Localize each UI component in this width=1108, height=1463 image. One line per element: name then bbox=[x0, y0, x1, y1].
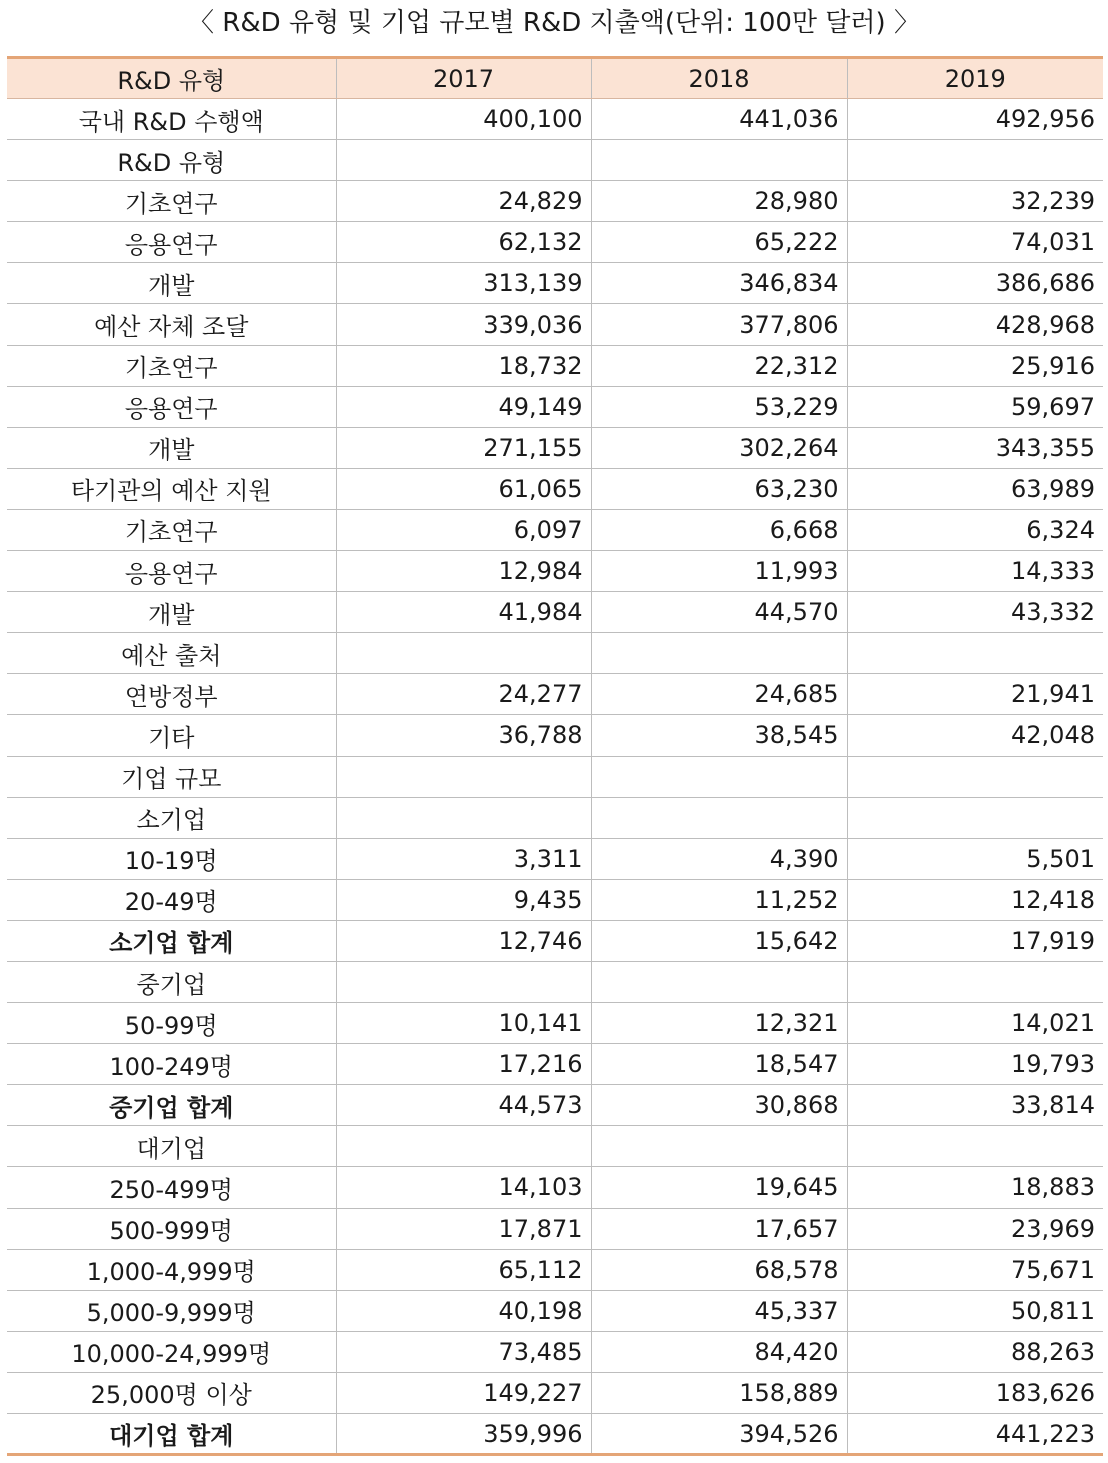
value-2019: 25,916 bbox=[847, 345, 1103, 386]
table-row bbox=[7, 1290, 1103, 1331]
table-row bbox=[7, 1372, 1103, 1413]
value-2019: 19,793 bbox=[847, 1044, 1103, 1085]
table-row bbox=[7, 1167, 1103, 1208]
table-row bbox=[7, 1208, 1103, 1249]
value-2019: 42,048 bbox=[847, 715, 1103, 756]
value-2019: 5,501 bbox=[847, 838, 1103, 879]
value-2017: 12,746 bbox=[336, 920, 591, 961]
table-row bbox=[7, 509, 1103, 550]
value-2019 bbox=[847, 633, 1103, 674]
table-row bbox=[7, 920, 1103, 961]
row-label: 개발 bbox=[7, 263, 336, 304]
value-2018: 441,036 bbox=[591, 99, 847, 140]
row-label: 대기업 합계 bbox=[7, 1414, 336, 1455]
row-label: 응용연구 bbox=[7, 386, 336, 427]
value-2018: 18,547 bbox=[591, 1044, 847, 1085]
table-row bbox=[7, 879, 1103, 920]
value-2019: 63,989 bbox=[847, 468, 1103, 509]
value-2017: 313,139 bbox=[336, 263, 591, 304]
row-label: 기초연구 bbox=[7, 345, 336, 386]
value-2017: 271,155 bbox=[336, 427, 591, 468]
value-2017: 61,065 bbox=[336, 468, 591, 509]
value-2019: 74,031 bbox=[847, 222, 1103, 263]
row-label: 기초연구 bbox=[7, 181, 336, 222]
value-2019: 88,263 bbox=[847, 1331, 1103, 1372]
table-row bbox=[7, 1249, 1103, 1290]
value-2018: 4,390 bbox=[591, 838, 847, 879]
value-2017: 36,788 bbox=[336, 715, 591, 756]
value-2019: 428,968 bbox=[847, 304, 1103, 345]
value-2017: 359,996 bbox=[336, 1414, 591, 1455]
rd-expenditure-table bbox=[7, 56, 1103, 1456]
value-2018: 17,657 bbox=[591, 1208, 847, 1249]
value-2019: 43,332 bbox=[847, 592, 1103, 633]
value-2017: 3,311 bbox=[336, 838, 591, 879]
value-2018: 30,868 bbox=[591, 1085, 847, 1126]
value-2017: 14,103 bbox=[336, 1167, 591, 1208]
row-label: 250-499명 bbox=[7, 1167, 336, 1208]
row-label: 기업 규모 bbox=[7, 756, 336, 797]
value-2017: 24,277 bbox=[336, 674, 591, 715]
value-2019: 12,418 bbox=[847, 879, 1103, 920]
value-2018: 38,545 bbox=[591, 715, 847, 756]
value-2019 bbox=[847, 756, 1103, 797]
value-2019 bbox=[847, 797, 1103, 838]
value-2018: 394,526 bbox=[591, 1414, 847, 1455]
table-row bbox=[7, 961, 1103, 1002]
table-row bbox=[7, 386, 1103, 427]
value-2018: 53,229 bbox=[591, 386, 847, 427]
row-label: 5,000-9,999명 bbox=[7, 1290, 336, 1331]
table-row bbox=[7, 304, 1103, 345]
value-2018: 302,264 bbox=[591, 427, 847, 468]
table-row bbox=[7, 222, 1103, 263]
table-row bbox=[7, 838, 1103, 879]
value-2018: 11,993 bbox=[591, 551, 847, 592]
table-row bbox=[7, 1085, 1103, 1126]
table-row bbox=[7, 99, 1103, 140]
table-body bbox=[7, 99, 1103, 1455]
header-rd-type: R&D 유형 bbox=[7, 58, 336, 99]
value-2017: 400,100 bbox=[336, 99, 591, 140]
value-2018: 158,889 bbox=[591, 1372, 847, 1413]
row-label: 10-19명 bbox=[7, 838, 336, 879]
table-row bbox=[7, 181, 1103, 222]
table-row bbox=[7, 1126, 1103, 1167]
table-row bbox=[7, 633, 1103, 674]
value-2019: 33,814 bbox=[847, 1085, 1103, 1126]
row-label: 10,000-24,999명 bbox=[7, 1331, 336, 1372]
value-2017 bbox=[336, 797, 591, 838]
value-2017: 40,198 bbox=[336, 1290, 591, 1331]
value-2018 bbox=[591, 961, 847, 1002]
row-label: 50-99명 bbox=[7, 1003, 336, 1044]
value-2019: 17,919 bbox=[847, 920, 1103, 961]
value-2019: 343,355 bbox=[847, 427, 1103, 468]
value-2017: 149,227 bbox=[336, 1372, 591, 1413]
row-label: 기초연구 bbox=[7, 509, 336, 550]
value-2018: 22,312 bbox=[591, 345, 847, 386]
row-label: 25,000명 이상 bbox=[7, 1372, 336, 1413]
value-2017: 339,036 bbox=[336, 304, 591, 345]
row-label: 타기관의 예산 지원 bbox=[7, 468, 336, 509]
table-row bbox=[7, 1331, 1103, 1372]
table-row bbox=[7, 1414, 1103, 1455]
row-label: 연방정부 bbox=[7, 674, 336, 715]
value-2019 bbox=[847, 961, 1103, 1002]
table-row bbox=[7, 468, 1103, 509]
value-2017: 10,141 bbox=[336, 1003, 591, 1044]
value-2018: 15,642 bbox=[591, 920, 847, 961]
table-row bbox=[7, 674, 1103, 715]
value-2019: 75,671 bbox=[847, 1249, 1103, 1290]
value-2018: 24,685 bbox=[591, 674, 847, 715]
value-2018: 84,420 bbox=[591, 1331, 847, 1372]
header-2017: 2017 bbox=[336, 58, 591, 99]
value-2017: 6,097 bbox=[336, 509, 591, 550]
table-row bbox=[7, 715, 1103, 756]
header-row bbox=[7, 58, 1103, 99]
value-2017 bbox=[336, 140, 591, 181]
table-row bbox=[7, 797, 1103, 838]
row-label: 예산 출처 bbox=[7, 633, 336, 674]
value-2018: 19,645 bbox=[591, 1167, 847, 1208]
row-label: 예산 자체 조달 bbox=[7, 304, 336, 345]
value-2019: 18,883 bbox=[847, 1167, 1103, 1208]
value-2019: 14,021 bbox=[847, 1003, 1103, 1044]
value-2019: 492,956 bbox=[847, 99, 1103, 140]
table-row bbox=[7, 1003, 1103, 1044]
value-2018: 63,230 bbox=[591, 468, 847, 509]
value-2017 bbox=[336, 1126, 591, 1167]
value-2017: 41,984 bbox=[336, 592, 591, 633]
value-2017 bbox=[336, 633, 591, 674]
value-2019: 386,686 bbox=[847, 263, 1103, 304]
row-label: 개발 bbox=[7, 592, 336, 633]
table-row bbox=[7, 140, 1103, 181]
value-2018: 44,570 bbox=[591, 592, 847, 633]
row-label: 국내 R&D 수행액 bbox=[7, 99, 336, 140]
row-label: 응용연구 bbox=[7, 222, 336, 263]
value-2018 bbox=[591, 633, 847, 674]
table-row bbox=[7, 427, 1103, 468]
value-2019: 59,697 bbox=[847, 386, 1103, 427]
value-2019: 32,239 bbox=[847, 181, 1103, 222]
table-row bbox=[7, 592, 1103, 633]
value-2019: 183,626 bbox=[847, 1372, 1103, 1413]
value-2019: 441,223 bbox=[847, 1414, 1103, 1455]
row-label: 응용연구 bbox=[7, 551, 336, 592]
value-2018 bbox=[591, 756, 847, 797]
value-2019: 14,333 bbox=[847, 551, 1103, 592]
table-row bbox=[7, 756, 1103, 797]
value-2018 bbox=[591, 140, 847, 181]
value-2018: 45,337 bbox=[591, 1290, 847, 1331]
value-2017: 73,485 bbox=[336, 1331, 591, 1372]
row-label: 중기업 bbox=[7, 961, 336, 1002]
row-label: 소기업 bbox=[7, 797, 336, 838]
value-2018 bbox=[591, 797, 847, 838]
table-row bbox=[7, 551, 1103, 592]
row-label: R&D 유형 bbox=[7, 140, 336, 181]
value-2017: 44,573 bbox=[336, 1085, 591, 1126]
value-2017: 62,132 bbox=[336, 222, 591, 263]
header-2019: 2019 bbox=[847, 58, 1103, 99]
value-2018: 65,222 bbox=[591, 222, 847, 263]
table-title: 〈 R&D 유형 및 기업 규모별 R&D 지출액(단위: 100만 달러) 〉 bbox=[188, 8, 920, 38]
value-2017: 24,829 bbox=[336, 181, 591, 222]
value-2018: 11,252 bbox=[591, 879, 847, 920]
row-label: 500-999명 bbox=[7, 1208, 336, 1249]
value-2017: 12,984 bbox=[336, 551, 591, 592]
value-2018 bbox=[591, 1126, 847, 1167]
value-2018: 6,668 bbox=[591, 509, 847, 550]
value-2019 bbox=[847, 140, 1103, 181]
row-label: 개발 bbox=[7, 427, 336, 468]
value-2017: 65,112 bbox=[336, 1249, 591, 1290]
value-2019: 23,969 bbox=[847, 1208, 1103, 1249]
table-row bbox=[7, 345, 1103, 386]
value-2017 bbox=[336, 961, 591, 1002]
value-2017: 49,149 bbox=[336, 386, 591, 427]
value-2017: 9,435 bbox=[336, 879, 591, 920]
value-2017: 17,216 bbox=[336, 1044, 591, 1085]
value-2017 bbox=[336, 756, 591, 797]
row-label: 기타 bbox=[7, 715, 336, 756]
value-2018: 28,980 bbox=[591, 181, 847, 222]
row-label: 20-49명 bbox=[7, 879, 336, 920]
row-label: 1,000-4,999명 bbox=[7, 1249, 336, 1290]
value-2019 bbox=[847, 1126, 1103, 1167]
table-row bbox=[7, 1044, 1103, 1085]
value-2019: 21,941 bbox=[847, 674, 1103, 715]
value-2019: 6,324 bbox=[847, 509, 1103, 550]
value-2018: 346,834 bbox=[591, 263, 847, 304]
value-2019: 50,811 bbox=[847, 1290, 1103, 1331]
row-label: 중기업 합계 bbox=[7, 1085, 336, 1126]
value-2017: 18,732 bbox=[336, 345, 591, 386]
value-2018: 377,806 bbox=[591, 304, 847, 345]
value-2018: 12,321 bbox=[591, 1003, 847, 1044]
table-row bbox=[7, 263, 1103, 304]
value-2018: 68,578 bbox=[591, 1249, 847, 1290]
value-2017: 17,871 bbox=[336, 1208, 591, 1249]
row-label: 대기업 bbox=[7, 1126, 336, 1167]
row-label: 100-249명 bbox=[7, 1044, 336, 1085]
row-label: 소기업 합계 bbox=[7, 920, 336, 961]
header-2018: 2018 bbox=[591, 58, 847, 99]
